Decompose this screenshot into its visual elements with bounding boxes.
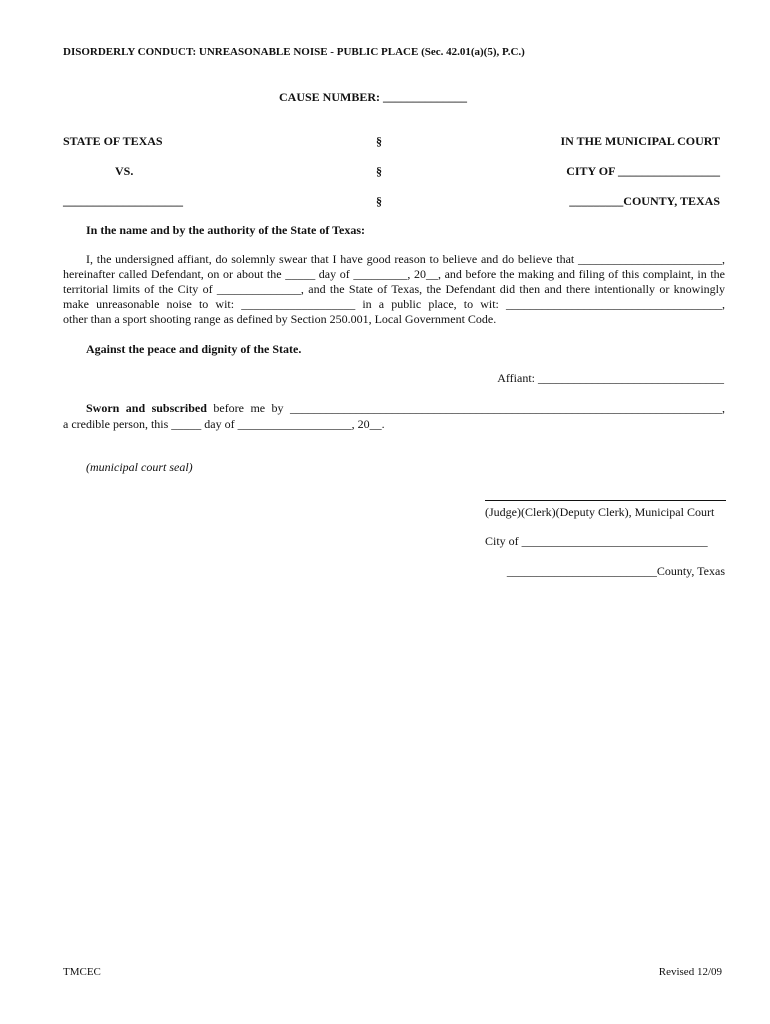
footer-org: TMCEC xyxy=(63,966,101,978)
signature-line xyxy=(485,500,726,501)
cause-number: CAUSE NUMBER: ______________ xyxy=(279,90,468,104)
affidavit-line: make unreasonable noise to wit: ___________________ in a public place, to wit: ____________________________________, xyxy=(63,297,725,311)
caption-vs: VS. xyxy=(115,164,134,178)
peace-statement: Against the peace and dignity of the State. xyxy=(86,342,302,356)
caption-defendant-blank: ____________________ xyxy=(63,194,183,208)
caption-state: STATE OF TEXAS xyxy=(63,134,163,148)
jurat-sworn-bold: Sworn and subscribed xyxy=(86,401,207,415)
affidavit-line: I, the undersigned affiant, do solemnly swear that I have good reason to believe and do believe that ________________________, xyxy=(86,252,725,266)
affiant-signature-line: Affiant: _______________________________ xyxy=(497,371,724,385)
signature-title: (Judge)(Clerk)(Deputy Clerk), Municipal Court xyxy=(485,505,715,519)
section-mark: § xyxy=(376,134,382,148)
caption-county: _________COUNTY, TEXAS xyxy=(569,194,720,208)
section-mark: § xyxy=(376,164,382,178)
footer-revision: Revised 12/09 xyxy=(658,966,722,978)
jurat xyxy=(63,400,725,432)
caption-city: CITY OF _________________ xyxy=(566,164,720,178)
affidavit-line: territorial limits of the City of ______________, and the State of Texas, the Defendant did then and there intentionally or knowingly xyxy=(63,282,725,296)
authority-heading: In the name and by the authority of the State of Texas: xyxy=(86,223,366,237)
jurat-line-2: a credible person, this _____ day of ___________________, 20__. xyxy=(63,417,385,431)
section-mark: § xyxy=(376,194,382,208)
signature-county: _________________________County, Texas xyxy=(506,564,725,578)
jurat-sworn-rest: before me by ________________________________________________________________________, xyxy=(206,401,725,415)
affidavit-line: hereinafter called Defendant, on or about the _____ day of _________, 20__, and before the making and filing of this complaint, in the xyxy=(63,267,725,281)
signature-city: City of _______________________________ xyxy=(485,534,708,548)
jurat-line-1 xyxy=(63,400,725,416)
affidavit-line: other than a sport shooting range as defined by Section 250.001, Local Government Code. xyxy=(63,312,497,326)
caption-court: IN THE MUNICIPAL COURT xyxy=(560,134,720,148)
document-title: DISORDERLY CONDUCT: UNREASONABLE NOISE - PUBLIC PLACE (Sec. 42.01(a)(5), P.C.) xyxy=(63,46,525,58)
affidavit-paragraph xyxy=(63,252,725,327)
court-seal-placeholder: (municipal court seal) xyxy=(86,460,193,474)
